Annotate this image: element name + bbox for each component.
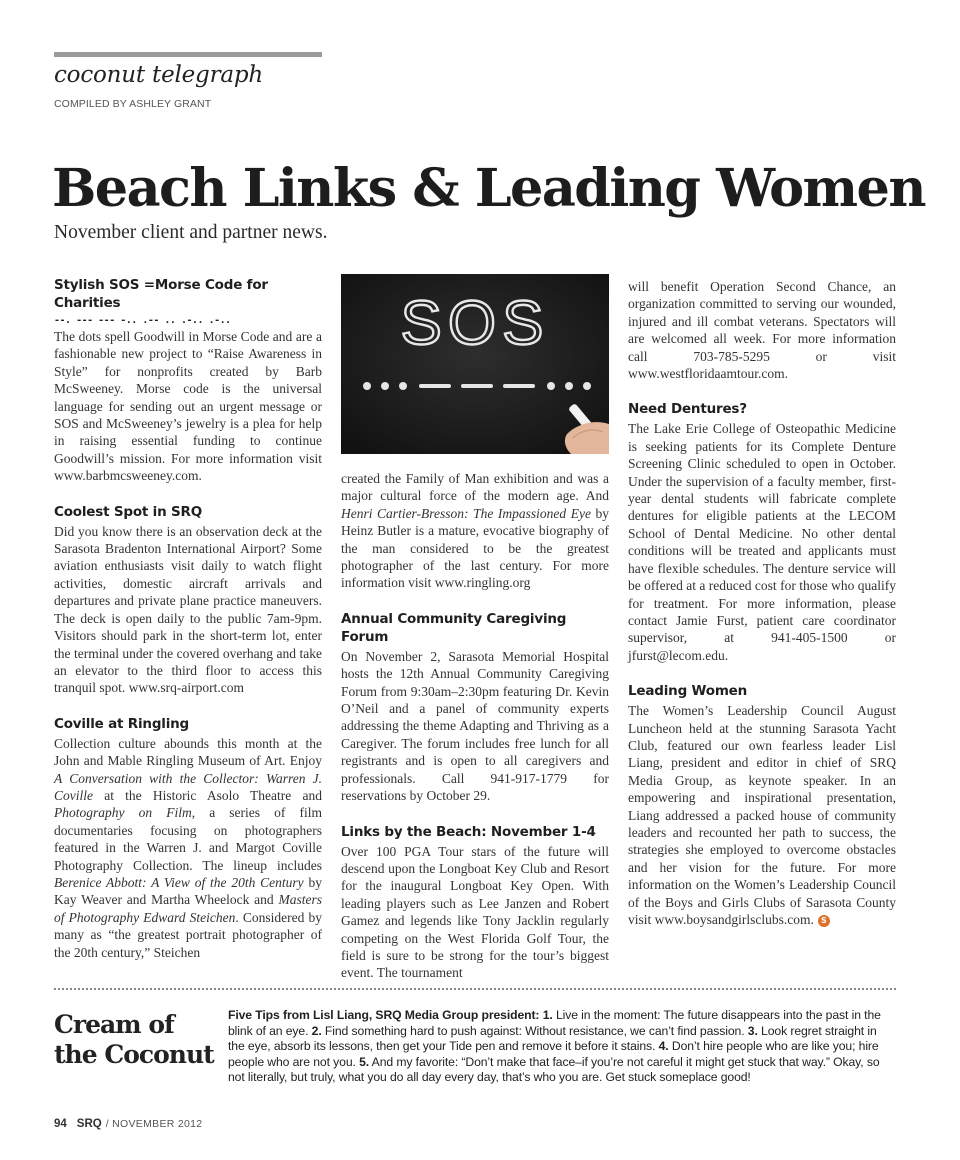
column-2 — [341, 470, 609, 982]
page-subtitle: November client and partner news. — [54, 222, 328, 243]
article-body-coville-cont: created the Family of Man exhibition and was a major cultural force of the modern age. And Henri Cartier-Bresson: The Impassioned Eye by Heinz Butler is a mature, evocative biography of the man considered to be the greatest photographer of the last century. For more information visit www.ringling.org — [341, 471, 609, 591]
article-body-dentures: The Lake Erie College of Osteopathic Medicine is seeking patients for its Complete Denture Screening Clinic scheduled to open in October. Under the supervision of a faculty member, first-year dental students will fabricate complete dentures for eligible patients at the LECOM School of Dental Medicine. No other dental conditions will be treated and applicants must have flexible schedules. The denture service will be offered at a reduced cost for those who qualify for treatment. For more information, please contact Jamie Furst, patient care coordinator supervisor, at 941-405-1500 or jfurst@lecom.edu. — [628, 421, 896, 663]
article-title-forum: Annual Community Caregiving Forum — [341, 610, 567, 645]
article-body-links-cont: will benefit Operation Second Chance, an organization committed to serving our wounded, injured and ill combat veterans. Spectators will are welcomed all week. For more information call 703-785-5295 or visit www.westfloridaamtour.com. — [628, 279, 896, 382]
article-title-sos: Stylish SOS =Morse Code for Charities — [54, 277, 268, 311]
article-title-leading: Leading Women — [628, 683, 748, 700]
section-divider — [54, 988, 896, 990]
magazine-name: SRQ — [76, 1118, 102, 1130]
section-name: coconut telegraph — [54, 62, 264, 88]
article-body-leading: The Women’s Leadership Council August Luncheon held at the stunning Sarasota Yacht Club, featured our own fearless leader Lisl Liang, president and editor in chief of SRQ Media Group, as keynote speaker. In an empowering and inspirational presentation, Liang addressed a packed house of community leaders and recounted her path to success, the strategies she employed to overcome obstacles and her vision for the future. For more information on the Women’s Leadership Council of the Boys and Girls Clubs of Sarasota County visit www.boysandgirlsclubs.com. S — [628, 703, 896, 927]
article-title-coolest: Coolest Spot in SRQ — [54, 503, 202, 520]
sos-chalkboard-photo — [341, 274, 609, 454]
chalk-sos-text: SOS — [400, 289, 550, 358]
morse-code: --. --- --- -.. .-- .. .-.. .-.. — [54, 315, 231, 326]
article-title-links: Links by the Beach: November 1-4 — [341, 823, 596, 840]
section-rule — [54, 52, 322, 57]
srq-end-mark-icon: S — [818, 915, 830, 927]
cream-title: Cream of the Coconut — [54, 1010, 214, 1069]
article-title-coville: Coville at Ringling — [54, 715, 190, 732]
column-1 — [54, 276, 322, 961]
page-title: Beach Links & Leading Women — [52, 158, 925, 219]
article-body-forum: On November 2, Sarasota Memorial Hospital hosts the 12th Annual Community Caregiving Forum from 9:30am–2:30pm featuring Dr. Kevin O’Neil and a panel of community experts addressing the theme Adapting and Thriving as a Caregiver. The forum includes free lunch for all registrants and is open to all caregivers and professionals. Call 941-917-1779 for reservations by October 29. — [341, 648, 609, 804]
column-3 — [628, 278, 896, 928]
page-number: 94 — [54, 1118, 67, 1130]
article-title-dentures: Need Dentures? — [628, 401, 747, 418]
tips-lead: Five Tips from Lisl Liang, SRQ Media Group president: — [228, 1008, 543, 1022]
issue-date: / NOVEMBER 2012 — [105, 1118, 203, 1130]
page-footer — [54, 1118, 202, 1130]
five-tips: Five Tips from Lisl Liang, SRQ Media Group president: 1. Live in the moment: The future disappears into the past in the blink of an eye. 2. Find something hard to push against: Without resistance, we can’t find passion. 3. Look regret straight in the eye, absorb its lessons, then get your Tide pen and remove it before it stains. 4. Don’t hire people who are like you; hire people who are not you. 5. And my favorite: “Don’t make that face–if you’re not careful it might get stuck that way.” Okay, so not literally, but truly, what you do all day every day, that’s who you are. Get stuck someplace good! — [228, 1008, 881, 1085]
article-body-links: Over 100 PGA Tour stars of the future will descend upon the Longboat Key Club and Resort for the inaugural Longboat Key Open. With leading players such as Lee Janzen and Robert Gamez and legends like Tony Jacklin regularly competing on the West Florida Golf Tour, the field is sure to be strong for the tour’s biggest event. The tournament — [341, 843, 609, 981]
article-body-sos: The dots spell Goodwill in Morse Code and are a fashionable new project to “Raise Awareness in Style” for nonprofits created by Barb McSweeney. Morse code is the universal language for sending out an urgent message or SOS and McSweeney’s jewelry is a plea for help in raising essential funding to continue Goodwill’s mission. For more information visit www.barbmcsweeney.com. — [54, 329, 322, 484]
byline: COMPILED BY ASHLEY GRANT — [54, 98, 212, 110]
article-body-coolest: Did you know there is an observation deck at the Sarasota Bradenton International Airport? Some aviation enthusiasts visit daily to watch flight activities, domestic aircraft arrivals and departures and private plane practice maneuvers. The deck is open daily to the public 7am-9pm. Visitors should park in the short-term lot, enter the terminal under the covered overhang and take an elevator to the third floor to access this tranquil spot. www.srq-airport.com — [54, 523, 322, 696]
article-body-coville: Collection culture abounds this month at the John and Mable Ringling Museum of Art. Enjoy A Conversation with the Collector: Warren J. Coville at the Historic Asolo Theatre and Photography on Film, a series of film documentaries focusing on photographers featured in the Warren J. and Margot Coville Photography Collection. The lineup includes Berenice Abbott: A View of the 20th Century by Kay Weaver and Martha Wheelock and Masters of Photography Edward Steichen. Considered by many as “the greatest portrait photographer of the 20th century,” Steichen — [54, 735, 322, 960]
